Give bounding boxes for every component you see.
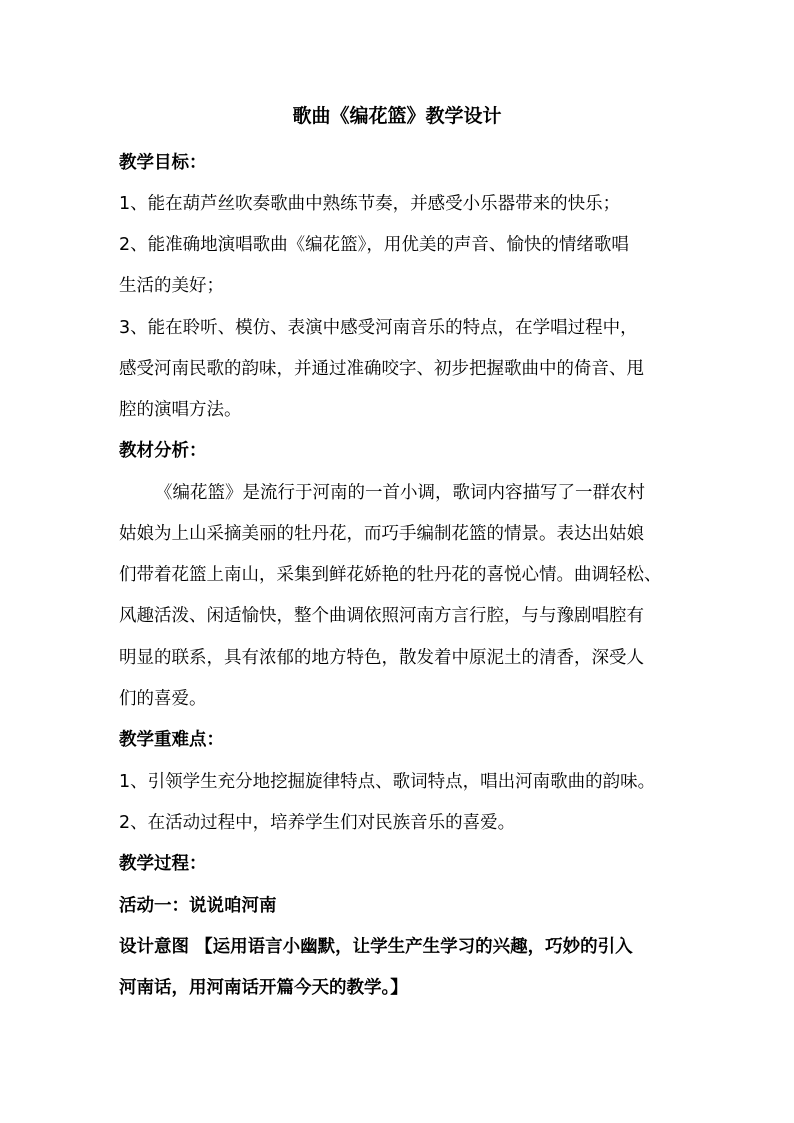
section-heading-process: 教学过程： <box>119 854 207 874</box>
design-intent-line: 设计意图 【运用语言小幽默，让学生产生学习的兴趣，巧妙的引入 <box>119 937 633 957</box>
analysis-line: 们的喜爱。 <box>119 689 207 709</box>
analysis-line: 姑娘为上山采摘美丽的牡丹花，而巧手编制花篮的情景。表达出姑娘 <box>119 524 644 544</box>
analysis-line: 风趣活泼、闲适愉快，整个曲调依照河南方言行腔，与与豫剧唱腔有 <box>119 606 644 626</box>
section-heading-objectives: 教学目标： <box>119 153 207 173</box>
section-heading-key-points: 教学重难点： <box>119 730 224 750</box>
key-point-line: 1、引领学生充分地挖掘旋律特点、歌词特点，唱出河南歌曲的韵味。 <box>119 772 656 792</box>
analysis-line: 们带着花篮上南山，采集到鲜花娇艳的牡丹花的喜悦心情。曲调轻松、 <box>119 565 662 585</box>
objective-line: 1、能在葫芦丝吹奏歌曲中熟练节奏，并感受小乐器带来的快乐； <box>119 194 621 214</box>
objective-line: 3、能在聆听、模仿、表演中感受河南音乐的特点，在学唱过程中， <box>119 318 638 338</box>
design-intent-line: 河南话，用河南话开篇今天的教学。】 <box>119 978 408 998</box>
objective-line: 2、能准确地演唱歌曲《编花篮》，用优美的声音、愉快的情绪歌唱 <box>119 235 629 255</box>
objective-line: 腔的演唱方法。 <box>119 400 242 420</box>
section-heading-analysis: 教材分析： <box>119 441 207 461</box>
analysis-line: 明显的联系，具有浓郁的地方特色，散发着中原泥土的清香，深受人 <box>119 648 644 668</box>
objective-line: 感受河南民歌的韵味，并通过准确咬字、初步把握歌曲中的倚音、甩 <box>119 359 644 379</box>
page-title: 歌曲《编花篮》教学设计 <box>292 105 502 127</box>
objective-line: 生活的美好； <box>119 276 224 296</box>
key-point-line: 2、在活动过程中，培养学生们对民族音乐的喜爱。 <box>119 813 516 833</box>
analysis-line: 《编花篮》是流行于河南的一首小调，歌词内容描写了一群农村 <box>155 483 645 503</box>
activity-title: 活动一：说说咱河南 <box>119 896 277 916</box>
